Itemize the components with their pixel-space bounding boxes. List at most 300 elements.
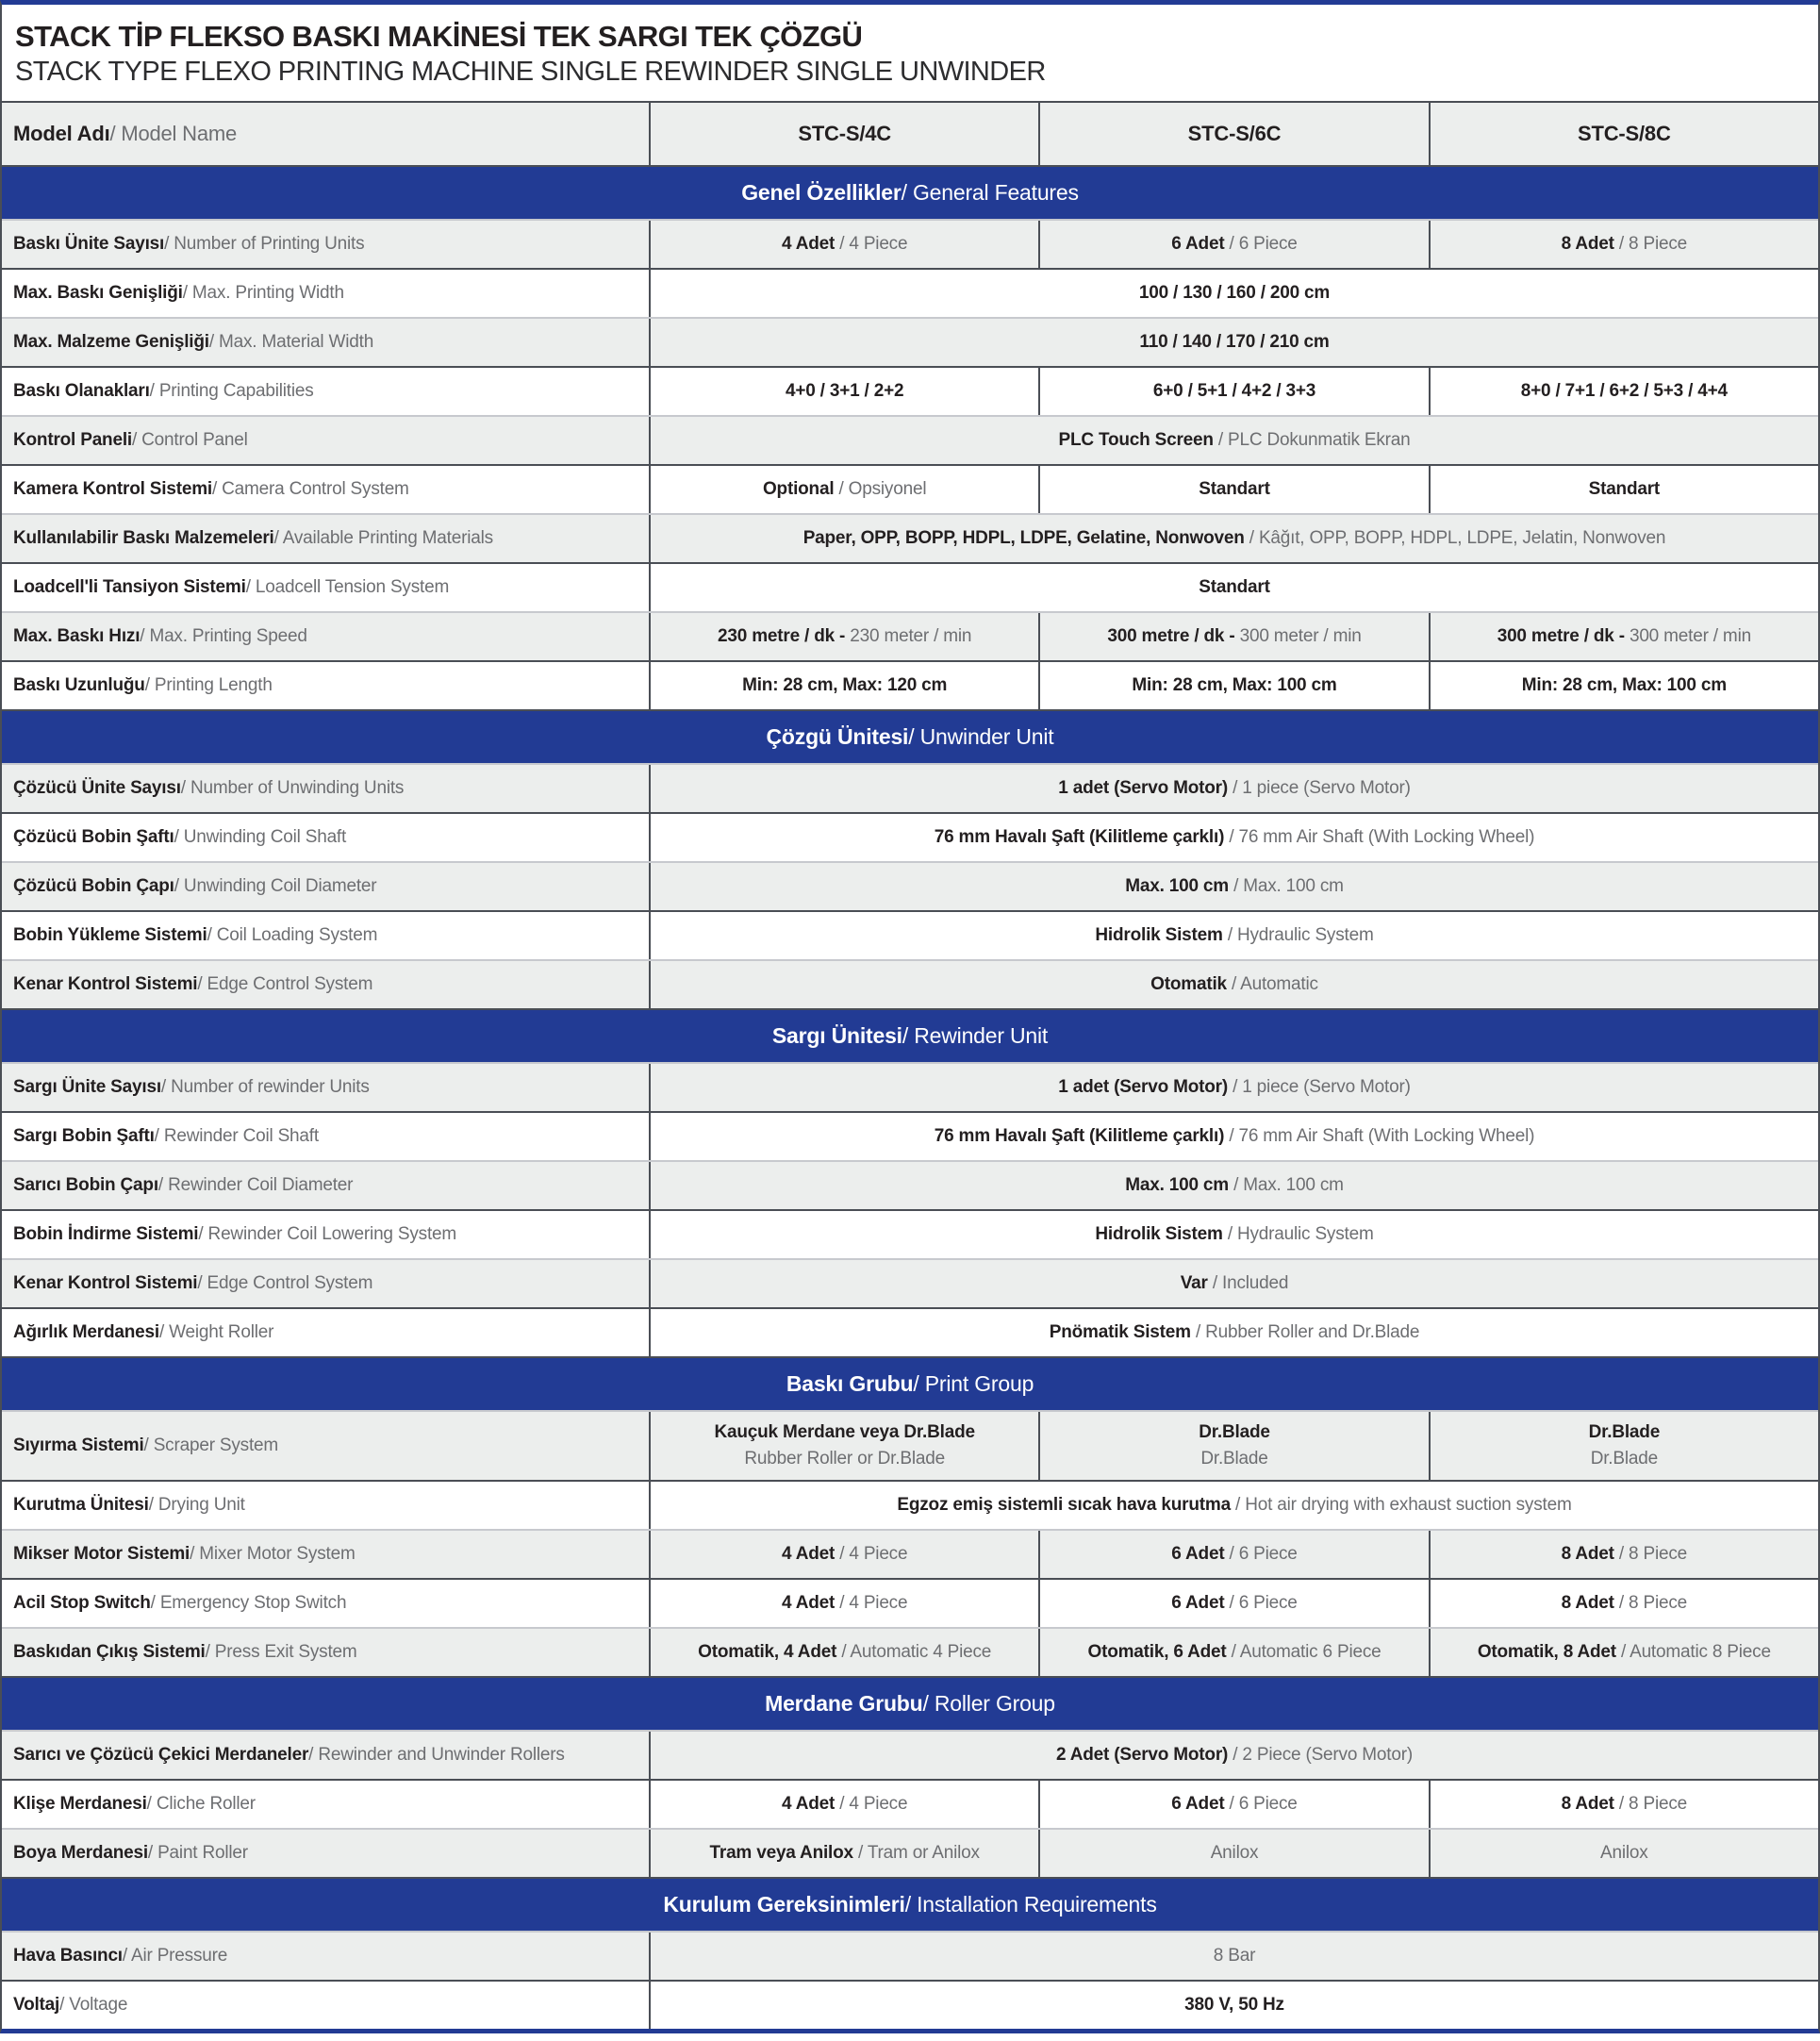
text-bold: Paper, OPP, BOPP, HDPL, LDPE, Gelatine, Nonwoven: [802, 528, 1245, 549]
text-light: 230 meter / min: [850, 626, 972, 647]
row-value-text: [660, 922, 1809, 949]
row-value-span: [649, 1933, 1818, 1980]
row-value: [1038, 221, 1428, 268]
row-value-span: [649, 1211, 1818, 1258]
text-light: / 8 Piece: [1618, 1593, 1688, 1614]
row-value: [1038, 1580, 1428, 1627]
text-bold: Dr.Blade: [1199, 1422, 1270, 1443]
text-light: / Printing Length: [144, 675, 273, 696]
text-bold: Max. 100 cm: [1125, 1175, 1229, 1196]
text-bold: 8 Adet: [1561, 1593, 1614, 1614]
row-value: [1038, 1412, 1428, 1480]
text-light: / Drying Unit: [148, 1495, 245, 1516]
model-column-header: [1429, 103, 1818, 165]
text-bold: 110 / 140 / 170 / 210 cm: [1139, 332, 1330, 353]
row-label: [2, 368, 649, 415]
text-light: Anilox: [1210, 1843, 1259, 1864]
row-value: [649, 1629, 1038, 1676]
spec-table: [2, 101, 1818, 2029]
section-header: [2, 709, 1818, 763]
text-bold: 4 Adet: [781, 1593, 836, 1614]
row-value: [649, 1531, 1038, 1578]
text-light: 8 Bar: [1213, 1946, 1256, 1966]
text-bold: Kenar Kontrol Sistemi: [13, 974, 198, 995]
text-bold: Max. Malzeme Genişliği: [13, 332, 209, 353]
row-value-text: [1440, 1791, 1809, 1817]
row-value-span: [649, 270, 1818, 317]
row-label: [2, 1309, 649, 1356]
row-value-text: [660, 574, 1809, 601]
row-value-text: [660, 329, 1809, 356]
section-header: [2, 1676, 1818, 1730]
row-value-text: [660, 1541, 1029, 1568]
text-light: / Unwinding Coil Diameter: [174, 876, 377, 897]
row-value-text: [1050, 672, 1418, 699]
row-value-text: [1440, 623, 1809, 650]
row-value-span: [649, 863, 1818, 910]
row-value-span: [649, 417, 1818, 464]
row-value-text: [1440, 231, 1809, 257]
text-bold: Bobin İndirme Sistemi: [13, 1224, 199, 1245]
text-bold: 100 / 130 / 160 / 200 cm: [1138, 283, 1331, 304]
row-label: [2, 1064, 649, 1111]
text-light: / Scraper System: [143, 1435, 279, 1456]
text-light: / 8 Piece: [1618, 1544, 1688, 1565]
row-value: [1429, 613, 1818, 660]
table-row: [2, 1730, 1818, 1779]
row-label: [2, 1211, 649, 1258]
text-light: 300 meter / min: [1239, 626, 1362, 647]
text-bold: Çözücü Bobin Şaftı: [13, 827, 174, 848]
text-bold: 4 Adet: [781, 1794, 836, 1815]
row-label: [2, 765, 649, 812]
table-row: [2, 1160, 1818, 1209]
text-light: Dr.Blade: [1590, 1448, 1658, 1469]
table-row: [2, 562, 1818, 611]
text-bold: Sarıcı Bobin Çapı: [13, 1175, 158, 1196]
title-block: [2, 5, 1818, 101]
row-value-text: [660, 672, 1029, 699]
page-subtitle: STACK TYPE FLEXO PRINTING MACHINE SINGLE REWINDER SINGLE UNWINDER: [15, 56, 1046, 87]
text-bold: Kauçuk Merdane veya Dr.Blade: [714, 1422, 975, 1443]
table-row: [2, 1258, 1818, 1307]
text-bold: PLC Touch Screen: [1058, 430, 1214, 451]
text-light: / Available Printing Materials: [273, 528, 493, 549]
text-bold: Kurulum Gereksinimleri: [663, 1891, 905, 1917]
text-bold: 4+0 / 3+1 / 2+2: [785, 381, 904, 402]
text-bold: 8 Adet: [1561, 1794, 1614, 1815]
row-label: [2, 515, 649, 562]
row-value-span: [649, 515, 1818, 562]
text-bold: 76 mm Havalı Şaft (Kilitleme çarklı): [934, 827, 1225, 848]
text-light: / Edge Control System: [197, 1273, 373, 1294]
text-bold: Otomatik: [1150, 974, 1227, 995]
model-header-row: [2, 101, 1818, 165]
text-light: / Included: [1212, 1273, 1289, 1294]
text-bold: Loadcell'li Tansiyon Sistemi: [13, 577, 246, 598]
text-bold: STC-S/6C: [1187, 122, 1282, 146]
text-bold: Baskı Uzunluğu: [13, 675, 145, 696]
text-light: / 6 Piece: [1229, 1593, 1298, 1614]
table-row: [2, 959, 1818, 1008]
text-bold: Otomatik, 4 Adet: [698, 1642, 837, 1663]
row-value: [1429, 1412, 1818, 1480]
text-bold: 8 Adet: [1561, 234, 1614, 255]
table-row: [2, 660, 1818, 709]
text-bold: 4 Adet: [781, 234, 836, 255]
text-bold: Klişe Merdanesi: [13, 1794, 147, 1815]
text-light: / Unwinder Unit: [908, 723, 1054, 749]
text-light: / Roller Group: [922, 1690, 1055, 1716]
row-value-text: [1050, 1840, 1418, 1867]
table-row: [2, 1931, 1818, 1980]
text-light: / PLC Dokunmatik Ekran: [1217, 430, 1411, 451]
row-value-text: [660, 873, 1809, 900]
row-label: [2, 417, 649, 464]
page-title: STACK TİP FLEKSO BASKI MAKİNESİ TEK SARGI TEK ÇÖZGÜ: [15, 20, 863, 53]
row-value-span: [649, 765, 1818, 812]
text-bold: 6 Adet: [1171, 1794, 1225, 1815]
row-label: [2, 270, 649, 317]
text-bold: Baskı Olanakları: [13, 381, 150, 402]
text-bold: Min: 28 cm, Max: 120 cm: [742, 675, 948, 696]
text-light: / Rubber Roller and Dr.Blade: [1195, 1322, 1420, 1343]
row-value-span: [649, 1982, 1818, 2029]
row-value-span: [649, 1732, 1818, 1779]
text-light: / Rewinder Coil Lowering System: [198, 1224, 457, 1245]
row-value: [649, 1781, 1038, 1828]
section-header: [2, 1356, 1818, 1410]
text-light: / Camera Control System: [212, 479, 409, 500]
row-value: [649, 368, 1038, 415]
text-light: Rubber Roller or Dr.Blade: [744, 1448, 945, 1469]
text-light: / Hydraulic System: [1227, 925, 1374, 946]
row-label: [2, 961, 649, 1008]
table-row: [2, 1980, 1818, 2029]
text-bold: 380 V, 50 Hz: [1184, 1995, 1284, 2016]
text-bold: Mikser Motor Sistemi: [13, 1544, 190, 1565]
table-row: [2, 1062, 1818, 1111]
text-light: / Max. 100 cm: [1233, 1175, 1344, 1196]
row-value: [649, 662, 1038, 709]
text-light: / Mixer Motor System: [190, 1544, 356, 1565]
text-bold: Hava Basıncı: [13, 1946, 123, 1966]
model-column-header: [649, 103, 1038, 165]
text-bold: STC-S/4C: [798, 122, 891, 146]
row-value-text: [1050, 378, 1418, 405]
text-light: / Hot air drying with exhaust suction system: [1235, 1495, 1572, 1516]
text-bold: Kullanılabilir Baskı Malzemeleri: [13, 528, 274, 549]
row-value: [1038, 368, 1428, 415]
row-value-text: [1440, 672, 1809, 699]
text-light: / Emergency Stop Switch: [150, 1593, 347, 1614]
table-row: [2, 1410, 1818, 1480]
row-value: [1038, 1531, 1428, 1578]
row-label: [2, 1260, 649, 1307]
text-bold: Model Adı: [13, 122, 110, 146]
row-label: [2, 1580, 649, 1627]
text-light: Anilox: [1600, 1843, 1648, 1864]
row-value-text: [660, 280, 1809, 307]
text-bold: Sarıcı ve Çözücü Çekici Merdaneler: [13, 1745, 309, 1766]
text-light: / 6 Piece: [1229, 234, 1298, 255]
text-bold: 4 Adet: [781, 1544, 836, 1565]
text-light: / 1 piece (Servo Motor): [1233, 778, 1411, 799]
text-bold: Kontrol Paneli: [13, 430, 132, 451]
text-light: / Opsiyonel: [838, 479, 927, 500]
table-row: [2, 464, 1818, 513]
text-bold: Baskı Ünite Sayısı: [13, 234, 165, 255]
row-value-text: [660, 1742, 1809, 1768]
row-value-text: [660, 427, 1809, 454]
text-bold: Kamera Kontrol Sistemi: [13, 479, 212, 500]
row-label: [2, 912, 649, 959]
row-value-text: [660, 971, 1809, 998]
table-row: [2, 1578, 1818, 1627]
text-light: / Control Panel: [132, 430, 248, 451]
row-value: [1429, 368, 1818, 415]
row-value-text: [1440, 1419, 1809, 1471]
row-value-text: [1440, 1840, 1809, 1867]
text-light: / 8 Piece: [1618, 234, 1688, 255]
row-value-text: [660, 824, 1809, 851]
text-light: / Voltage: [59, 1995, 128, 2016]
text-bold: 300 metre / dk -: [1497, 626, 1625, 647]
row-value-text: [1050, 1791, 1418, 1817]
row-value-text: [1050, 1590, 1418, 1617]
text-light: / 4 Piece: [839, 1593, 908, 1614]
text-light: / Paint Roller: [147, 1843, 248, 1864]
table-row: [2, 1627, 1818, 1676]
table-row: [2, 366, 1818, 415]
table-row: [2, 1111, 1818, 1160]
text-light: / Kâğıt, OPP, BOPP, HDPL, LDPE, Jelatin, Nonwoven: [1249, 528, 1666, 549]
text-light: / Installation Requirements: [904, 1891, 1157, 1917]
text-light: / Model Name: [109, 122, 238, 146]
text-bold: Pnömatik Sistem: [1049, 1322, 1191, 1343]
text-light: / 6 Piece: [1229, 1794, 1298, 1815]
row-value: [1429, 466, 1818, 513]
text-bold: Ağırlık Merdanesi: [13, 1322, 159, 1343]
text-light: / 4 Piece: [839, 1794, 908, 1815]
row-value-text: [660, 1840, 1029, 1867]
text-bold: 300 metre / dk -: [1107, 626, 1235, 647]
text-light: / Air Pressure: [122, 1946, 228, 1966]
row-value-text: [660, 623, 1029, 650]
text-bold: Baskıdan Çıkış Sistemi: [13, 1642, 206, 1663]
text-bold: Acil Stop Switch: [13, 1593, 151, 1614]
row-value: [1038, 662, 1428, 709]
row-label: [2, 863, 649, 910]
table-row: [2, 219, 1818, 268]
table-row: [2, 415, 1818, 464]
row-value-text: [660, 1074, 1809, 1101]
row-value: [1038, 1830, 1428, 1877]
table-row: [2, 611, 1818, 660]
text-light: / Automatic 6 Piece: [1231, 1642, 1382, 1663]
table-row: [2, 1779, 1818, 1828]
text-bold: Var: [1180, 1273, 1208, 1294]
row-value-text: [660, 476, 1029, 503]
text-bold: Standart: [1199, 479, 1270, 500]
row-value-text: [1440, 1590, 1809, 1617]
text-bold: 8+0 / 7+1 / 6+2 / 5+3 / 4+4: [1520, 381, 1728, 402]
table-row: [2, 910, 1818, 959]
row-value: [649, 1412, 1038, 1480]
text-bold: Voltaj: [13, 1995, 60, 2016]
table-row: [2, 1480, 1818, 1529]
row-label: [2, 1412, 649, 1480]
row-value-text: [660, 1492, 1809, 1518]
row-value-text: [1050, 1639, 1418, 1666]
text-bold: Sargı Bobin Şaftı: [13, 1126, 155, 1147]
row-value-text: [1050, 1419, 1418, 1471]
text-bold: Max. 100 cm: [1125, 876, 1229, 897]
row-value: [1429, 1531, 1818, 1578]
text-light: / Edge Control System: [197, 974, 373, 995]
text-bold: Hidrolik Sistem: [1095, 925, 1223, 946]
row-value-text: [660, 1791, 1029, 1817]
row-value-text: [1440, 1639, 1809, 1666]
table-row: [2, 763, 1818, 812]
text-bold: Sargı Ünite Sayısı: [13, 1077, 161, 1098]
row-value-span: [649, 1064, 1818, 1111]
text-light: / Rewinder Unit: [902, 1022, 1049, 1048]
text-light: / 4 Piece: [839, 234, 908, 255]
text-bold: Max. Baskı Hızı: [13, 626, 141, 647]
text-light: / Number of rewinder Units: [160, 1077, 370, 1098]
row-value-text: [660, 1172, 1809, 1199]
text-light: / Rewinder Coil Diameter: [157, 1175, 354, 1196]
text-light: / 1 piece (Servo Motor): [1233, 1077, 1411, 1098]
text-bold: STC-S/8C: [1578, 122, 1671, 146]
text-bold: Tram veya Anilox: [709, 1843, 853, 1864]
row-value: [649, 1580, 1038, 1627]
row-value-text: [660, 378, 1029, 405]
table-row: [2, 812, 1818, 861]
text-light: / Automatic 8 Piece: [1620, 1642, 1771, 1663]
row-value-text: [1050, 1541, 1418, 1568]
row-value-span: [649, 319, 1818, 366]
row-label: [2, 1933, 649, 1980]
text-bold: Kenar Kontrol Sistemi: [13, 1273, 198, 1294]
row-value-span: [649, 1113, 1818, 1160]
row-value: [1038, 1629, 1428, 1676]
text-light: / Hydraulic System: [1227, 1224, 1374, 1245]
row-value-span: [649, 1482, 1818, 1529]
text-light: / 76 mm Air Shaft (With Locking Wheel): [1229, 1126, 1535, 1147]
text-light: / Unwinding Coil Shaft: [174, 827, 347, 848]
text-bold: Optional: [762, 479, 835, 500]
text-bold: 1 adet (Servo Motor): [1058, 1077, 1228, 1098]
text-bold: Max. Baskı Genişliği: [13, 283, 183, 304]
text-light: / Automatic 4 Piece: [841, 1642, 992, 1663]
section-header: [2, 1877, 1818, 1931]
text-bold: 6+0 / 5+1 / 4+2 / 3+3: [1152, 381, 1316, 402]
table-row: [2, 861, 1818, 910]
row-value-text: [1440, 1541, 1809, 1568]
text-bold: Boya Merdanesi: [13, 1843, 148, 1864]
text-bold: Çözücü Ünite Sayısı: [13, 778, 181, 799]
row-value: [1038, 1781, 1428, 1828]
row-label: [2, 613, 649, 660]
row-label: [2, 1982, 649, 2029]
row-value-text: [1050, 623, 1418, 650]
table-row: [2, 1828, 1818, 1877]
row-label: [2, 1113, 649, 1160]
row-value: [649, 1830, 1038, 1877]
section-header: [2, 1008, 1818, 1062]
row-value: [1038, 466, 1428, 513]
text-bold: Min: 28 cm, Max: 100 cm: [1521, 675, 1727, 696]
row-value: [1429, 1629, 1818, 1676]
section-header: [2, 165, 1818, 219]
text-light: / Printing Capabilities: [149, 381, 314, 402]
text-bold: Egzoz emiş sistemli sıcak hava kurutma: [897, 1495, 1231, 1516]
text-bold: 6 Adet: [1171, 1593, 1225, 1614]
row-value-span: [649, 912, 1818, 959]
text-light: / Max. Printing Width: [182, 283, 344, 304]
row-value-text: [1050, 231, 1418, 257]
text-bold: Kurutma Ünitesi: [13, 1495, 149, 1516]
row-value-span: [649, 961, 1818, 1008]
row-value: [649, 466, 1038, 513]
text-light: / Weight Roller: [158, 1322, 274, 1343]
text-bold: Bobin Yükleme Sistemi: [13, 925, 207, 946]
row-value-text: [660, 1419, 1029, 1471]
row-value: [649, 221, 1038, 268]
text-bold: 6 Adet: [1171, 1544, 1225, 1565]
text-bold: Çözücü Bobin Çapı: [13, 876, 174, 897]
text-bold: Standart: [1588, 479, 1661, 500]
text-bold: Merdane Grubu: [765, 1690, 923, 1716]
row-label: [2, 814, 649, 861]
text-light: / Tram or Anilox: [858, 1843, 980, 1864]
row-value-text: [660, 1943, 1809, 1969]
table-row: [2, 268, 1818, 317]
row-value: [649, 613, 1038, 660]
row-value-text: [660, 525, 1809, 552]
model-name-label: [2, 103, 649, 165]
row-label: [2, 1781, 649, 1828]
text-bold: Min: 28 cm, Max: 100 cm: [1132, 675, 1337, 696]
model-column-header: [1038, 103, 1428, 165]
row-value-text: [660, 1221, 1809, 1248]
text-bold: Çözgü Ünitesi: [766, 723, 909, 749]
text-bold: 76 mm Havalı Şaft (Kilitleme çarklı): [934, 1126, 1225, 1147]
text-light: / 4 Piece: [839, 1544, 908, 1565]
table-row: [2, 1529, 1818, 1578]
text-light: / Rewinder and Unwinder Rollers: [308, 1745, 565, 1766]
row-value: [1429, 1781, 1818, 1828]
text-bold: 2 Adet (Servo Motor): [1056, 1745, 1229, 1766]
row-value: [1429, 662, 1818, 709]
table-row: [2, 513, 1818, 562]
row-value-text: [1440, 476, 1809, 503]
row-value-text: [660, 1639, 1029, 1666]
text-bold: Otomatik, 6 Adet: [1087, 1642, 1227, 1663]
row-value-text: [660, 1590, 1029, 1617]
row-label: [2, 662, 649, 709]
row-value-text: [660, 775, 1809, 802]
text-bold: Hidrolik Sistem: [1095, 1224, 1223, 1245]
text-light: / Loadcell Tension System: [245, 577, 450, 598]
text-light: / Max. Printing Speed: [140, 626, 307, 647]
row-label: [2, 1162, 649, 1209]
row-value-text: [660, 1270, 1809, 1297]
text-bold: 8 Adet: [1561, 1544, 1614, 1565]
text-light: 300 meter / min: [1629, 626, 1751, 647]
